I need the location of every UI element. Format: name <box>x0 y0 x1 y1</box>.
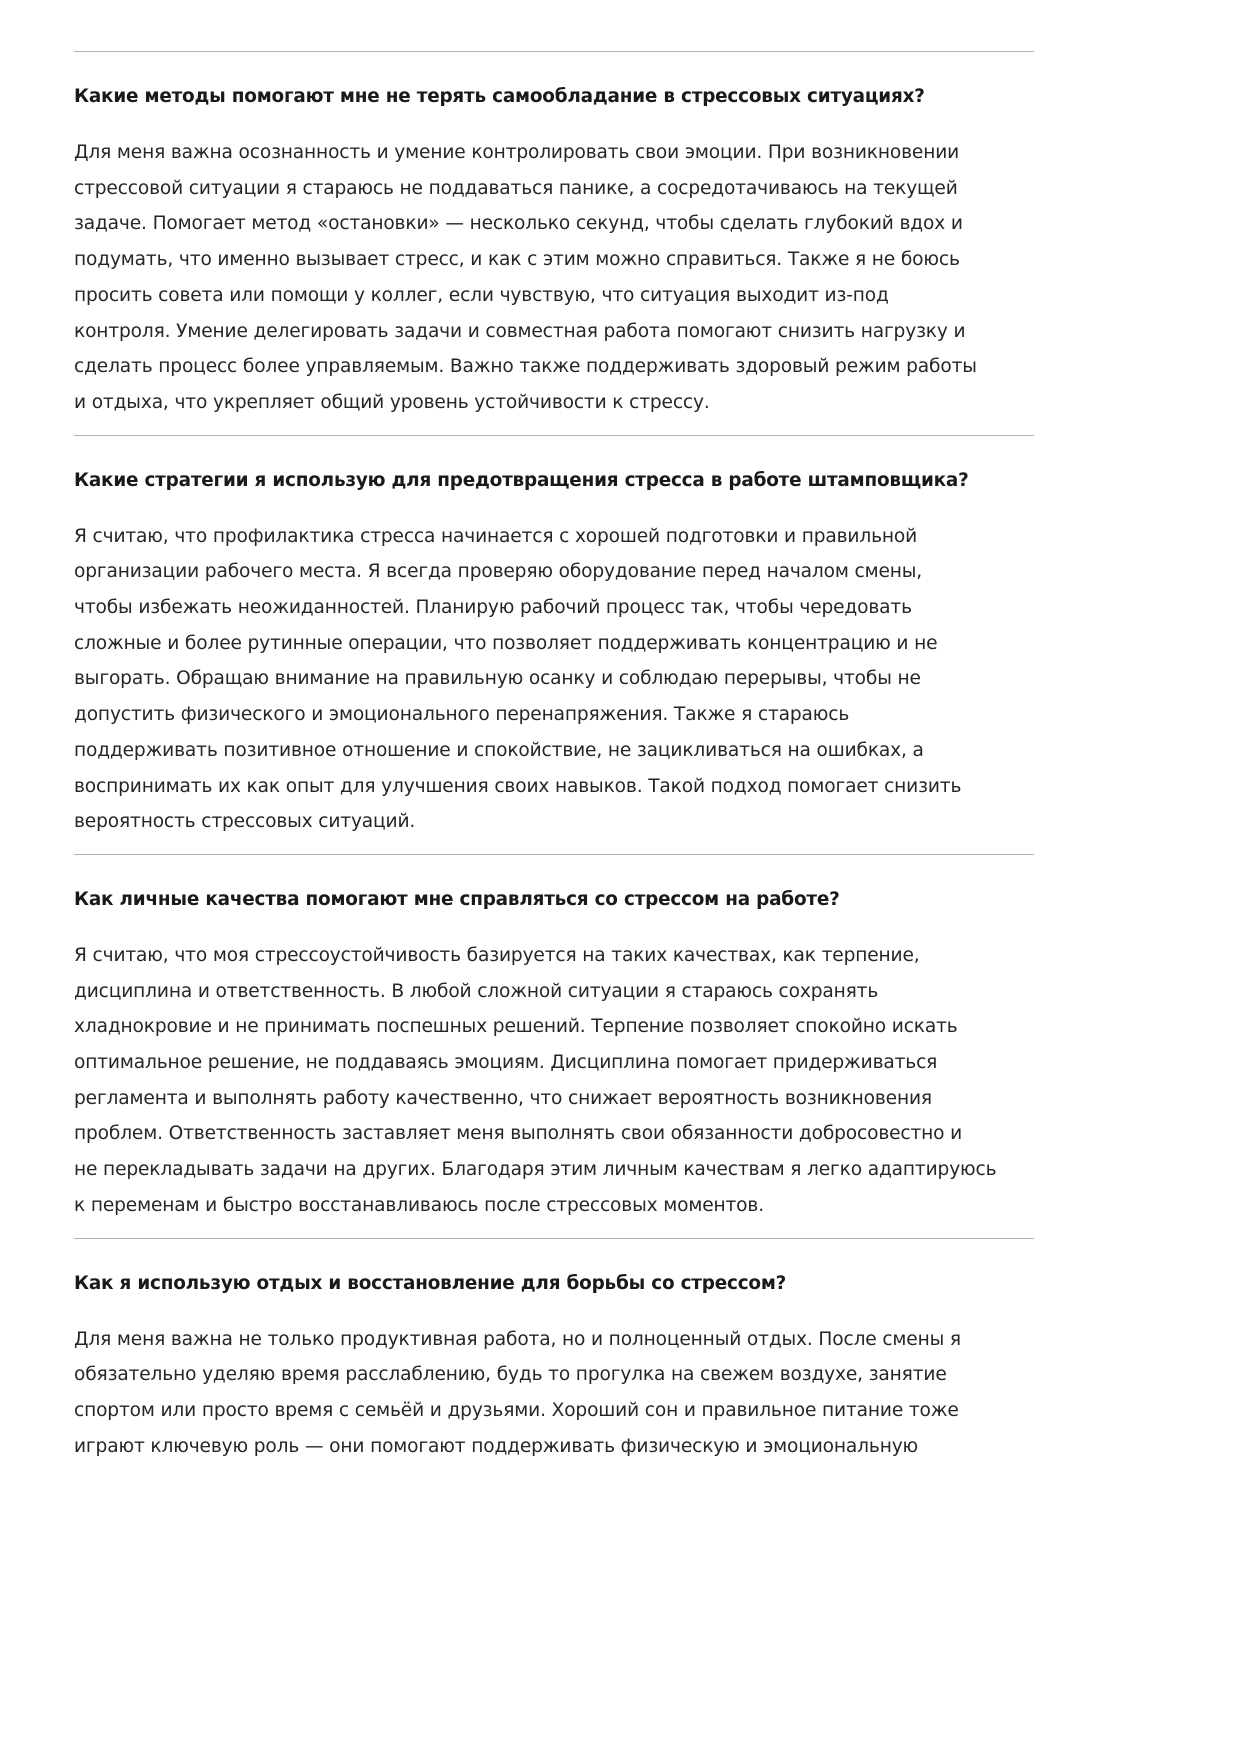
answer-line: играют ключевую роль — они помогают поддерживать физическую и эмоциональную <box>74 1435 919 1457</box>
answer-line: чтобы избежать неожиданностей. Планирую рабочий процесс так, чтобы чередовать <box>74 597 912 619</box>
answer-line: сложные и более рутинные операции, что позволяет поддерживать концентрацию и не <box>74 632 938 654</box>
answer-line: к переменам и быстро восстанавливаюсь после стрессовых моментов. <box>74 1194 764 1216</box>
answer-line: контроля. Умение делегировать задачи и совместная работа помогают снизить нагрузку и <box>74 320 966 342</box>
answer-line: сделать процесс более управляемым. Важно также поддерживать здоровый режим работы <box>74 356 977 378</box>
answer-line: дисциплина и ответственность. В любой сложной ситуации я стараюсь сохранять <box>74 980 879 1002</box>
qa-section-2 <box>74 436 1034 854</box>
answer-paragraph <box>74 912 1034 1238</box>
answer-line: задаче. Помогает метод «остановки» — несколько секунд, чтобы сделать глубокий вдох и <box>74 213 963 235</box>
answer-paragraph <box>74 1296 1034 1479</box>
qa-section-1 <box>74 52 1034 435</box>
question-heading: Как я использую отдых и восстановление для борьбы со стрессом? <box>74 1272 787 1294</box>
answer-line: подумать, что именно вызывает стресс, и как с этим можно справиться. Также я не боюсь <box>74 249 960 271</box>
answer-paragraph <box>74 493 1034 854</box>
answer-line: поддерживать позитивное отношение и спокойствие, не зацикливаться на ошибках, а <box>74 739 924 761</box>
answer-line: организации рабочего места. Я всегда проверяю оборудование перед началом смены, <box>74 561 923 583</box>
answer-line: воспринимать их как опыт для улучшения своих навыков. Такой подход помогает снизить <box>74 775 962 797</box>
answer-line: обязательно уделяю время расслаблению, будь то прогулка на свежем воздухе, занятие <box>74 1364 947 1386</box>
answer-line: допустить физического и эмоционального перенапряжения. Также я стараюсь <box>74 704 850 726</box>
answer-line: регламента и выполнять работу качественно, что снижает вероятность возникновения <box>74 1087 932 1109</box>
question-heading: Какие стратегии я использую для предотвращения стресса в работе штамповщика? <box>74 469 969 491</box>
answer-line: Для меня важна не только продуктивная работа, но и полноценный отдых. После смены я <box>74 1328 961 1350</box>
answer-line: просить совета или помощи у коллег, если чувствую, что ситуация выходит из-под <box>74 284 889 306</box>
answer-line: и отдыха, что укрепляет общий уровень устойчивости к стрессу. <box>74 391 710 413</box>
qa-section-3 <box>74 855 1034 1238</box>
answer-line: стрессовой ситуации я стараюсь не поддаваться панике, а сосредотачиваюсь на текущей <box>74 177 958 199</box>
answer-line: вероятность стрессовых ситуаций. <box>74 811 416 833</box>
question-heading: Какие методы помогают мне не терять самообладание в стрессовых ситуациях? <box>74 86 925 107</box>
answer-line: хладнокровие и не принимать поспешных решений. Терпение позволяет спокойно искать <box>74 1016 958 1038</box>
answer-line: выгорать. Обращаю внимание на правильную осанку и соблюдаю перерывы, чтобы не <box>74 668 921 690</box>
answer-paragraph <box>74 109 1034 435</box>
answer-line: Я считаю, что моя стрессоустойчивость базируется на таких качествах, как терпение, <box>74 944 920 966</box>
answer-line: спортом или просто время с семьёй и друзьями. Хороший сон и правильное питание тоже <box>74 1399 959 1421</box>
answer-line: не перекладывать задачи на других. Благодаря этим личным качествам я легко адаптируюсь <box>74 1159 997 1181</box>
question-heading: Как личные качества помогают мне справляться со стрессом на работе? <box>74 888 840 910</box>
answer-line: Для меня важна осознанность и умение контролировать свои эмоции. При возникновении <box>74 142 960 163</box>
qa-section-4 <box>74 1239 1034 1479</box>
answer-line: проблем. Ответственность заставляет меня выполнять свои обязанности добросовестно и <box>74 1123 963 1145</box>
answer-line: Я считаю, что профилактика стресса начинается с хорошей подготовки и правильной <box>74 525 918 547</box>
answer-line: оптимальное решение, не поддаваясь эмоциям. Дисциплина помогает придерживаться <box>74 1052 938 1074</box>
document-page <box>74 51 1034 1478</box>
